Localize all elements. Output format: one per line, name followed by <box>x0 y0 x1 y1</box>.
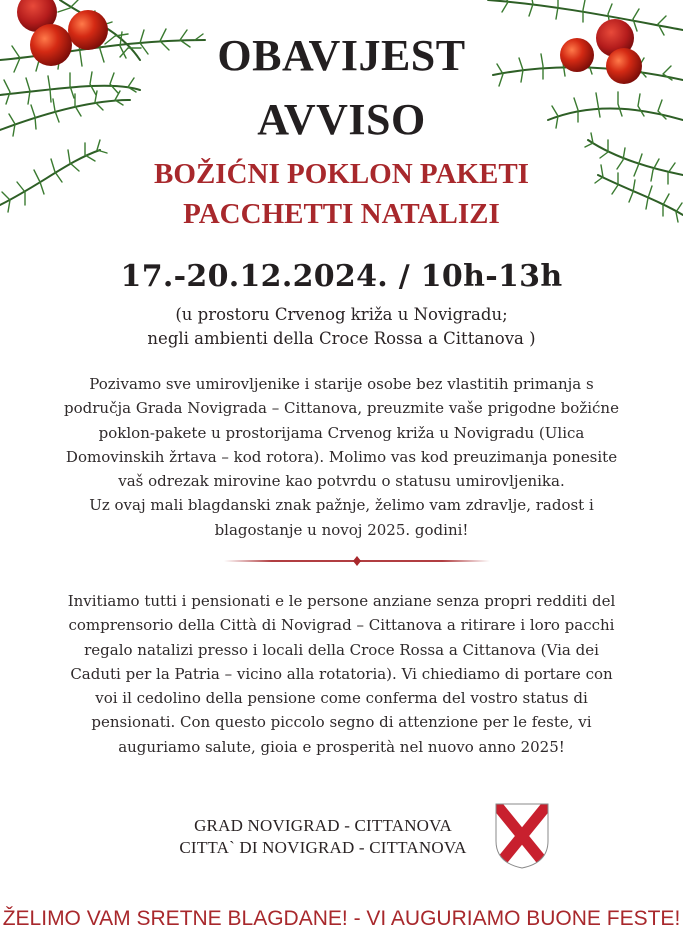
paragraph-line: Caduti per la Patria – vicino alla rotatoria). Vi chiediamo di portare con <box>70 664 613 683</box>
coat-of-arms-icon <box>493 801 551 871</box>
body-paragraph-italian <box>10 589 673 759</box>
event-date-time: 17.-20.12.2024. / 10h-13h <box>120 259 563 294</box>
paragraph-line: voi il cedolino della pensione come conferma del vostro status di <box>95 689 588 708</box>
paragraph-line: područja Grada Novigrada – Cittanova, preuzmite vaše prigodne božićne <box>64 399 619 418</box>
paragraph-line: Invitiamo tutti i pensionati e le persone anziane senza propri redditi del <box>67 592 616 610</box>
paragraph-line: regalo natalizi presso i locali della Croce Rossa a Cittanova (Via dei <box>84 640 599 659</box>
location-line-italian: negli ambienti della Croce Rossa a Cittanova ) <box>147 329 536 348</box>
paragraph-line: Domovinskih žrtava – kod rotora). Molimo vas kod preuzimanja ponesite <box>65 447 618 466</box>
event-location <box>0 303 683 351</box>
paragraph-line: auguriamo salute, gioia e prosperità nel nuovo anno 2025! <box>118 737 565 756</box>
body-paragraph-croatian <box>10 372 673 542</box>
paragraph-line: blagostanje u novoj 2025. godini! <box>214 520 469 539</box>
paragraph-line: poklon-pakete u prostorijama Crvenog križa u Novigradu (Ulica <box>98 423 585 442</box>
paragraph-line: Uz ovaj mali blagdanski znak pažnje, želimo vam zdravlje, radost i <box>89 496 594 515</box>
holiday-greeting-footer: ŽELIMO VAM SRETNE BLAGDANE! - VI AUGURIAMO BUONE FESTE! <box>2 907 681 930</box>
subtitle-croatian: BOŽIĆNI POKLON PAKETI <box>154 158 529 190</box>
signature-line-croatian: GRAD NOVIGRAD - CITTANOVA <box>194 816 452 835</box>
ornamental-divider-icon <box>224 553 490 569</box>
paragraph-line: vaš odrezak mirovine kao potvrdu o statusu umirovljenika. <box>118 472 565 491</box>
subtitle-italian: PACCHETTI NATALIZI <box>183 198 500 230</box>
notice-title-italian: AVVISO <box>257 95 426 144</box>
paragraph-line: Pozivamo sve umirovljenike i starije osobe bez vlastitih primanja s <box>89 375 594 393</box>
notice-title-croatian: OBAVIJEST <box>217 31 466 80</box>
signature-line-italian: CITTA` DI NOVIGRAD - CITTANOVA <box>179 838 467 857</box>
paragraph-line: comprensorio della Città di Novigrad – Cittanova a ritirare i loro pacchi <box>68 616 615 635</box>
paragraph-line: pensionati. Con questo piccolo segno di attenzione per le feste, vi <box>91 713 592 732</box>
city-signature <box>168 815 478 859</box>
location-line-croatian: (u prostoru Crvenog križa u Novigradu; <box>175 305 508 324</box>
